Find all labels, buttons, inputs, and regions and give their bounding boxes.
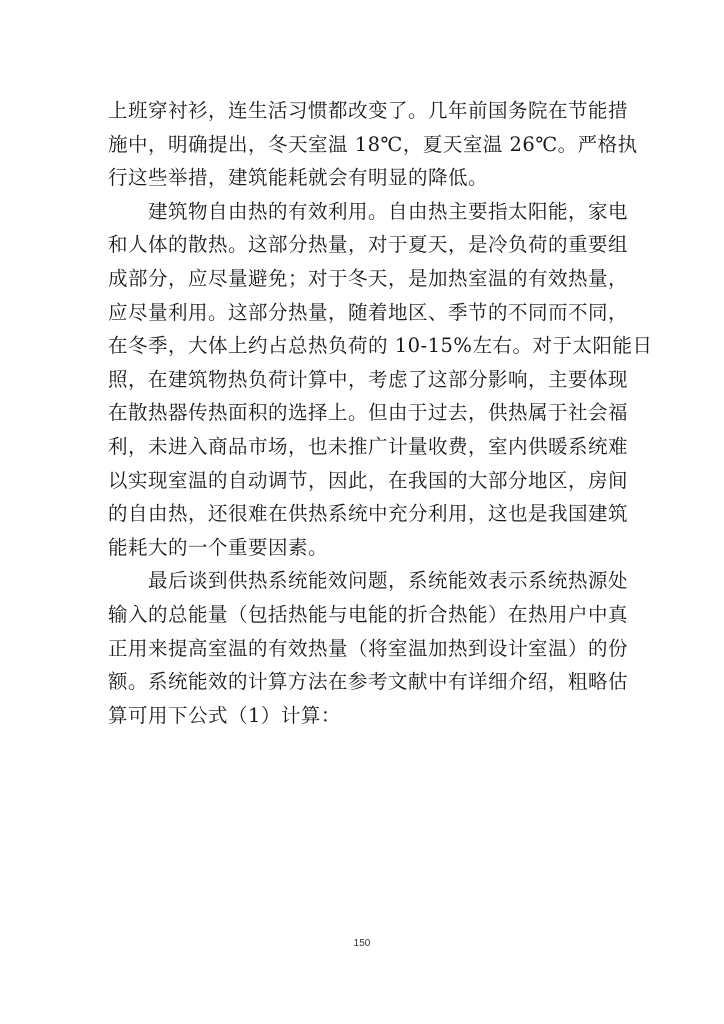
text-line: 最后谈到供热系统能效问题，系统能效表示系统热源处 [108,569,629,593]
text-line: 和人体的散热。这部分热量，对于夏天，是冷负荷的重要组 [108,233,629,257]
text-line: 在冬季，大体上约占总热负荷的 10-15%左右。对于太阳能日 [108,334,653,358]
text-line: 照，在建筑物热负荷计算中，考虑了这部分影响，主要体现 [108,367,629,391]
paragraph-3 [108,564,629,732]
text-line: 以实现室温的自动调节，因此，在我国的大部分地区，房间 [108,468,629,492]
text-line: 上班穿衬衫，连生活习惯都改变了。几年前国务院在节能措 [108,99,629,122]
text-line: 能耗大的一个重要因素。 [108,535,329,559]
text-line: 正用来提高室温的有效热量（将室温加热到设计室温）的份 [108,636,629,660]
text-line: 算可用下公式（1）计算： [108,703,341,727]
text-line: 建筑物自由热的有效利用。自由热主要指太阳能，家电 [108,199,629,223]
text-line: 应尽量利用。这部分热量，随着地区、季节的不同而不同， [108,300,629,324]
text-line: 在散热器传热面积的选择上。但由于过去，供热属于社会福 [108,401,629,425]
paragraph-2 [108,195,653,565]
body-text [108,94,653,732]
page-number: 150 [353,938,371,949]
paragraph-1 [108,94,638,195]
text-line: 行这些举措，建筑能耗就会有明显的降低。 [108,166,489,190]
text-line: 利，未进入商品市场，也未推广计量收费，室内供暖系统难 [108,434,629,458]
text-line: 施中，明确提出，冬天室温 18℃，夏天室温 26℃。严格执 [108,132,638,156]
text-line: 额。系统能效的计算方法在参考文献中有详细介绍，粗略估 [108,670,629,694]
text-line: 成部分，应尽量避免；对于冬天，是加热室温的有效热量， [108,266,629,290]
text-line: 的自由热，还很难在供热系统中充分利用，这也是我国建筑 [108,502,629,526]
text-line: 输入的总能量（包括热能与电能的折合热能）在热用户中真 [108,602,629,626]
